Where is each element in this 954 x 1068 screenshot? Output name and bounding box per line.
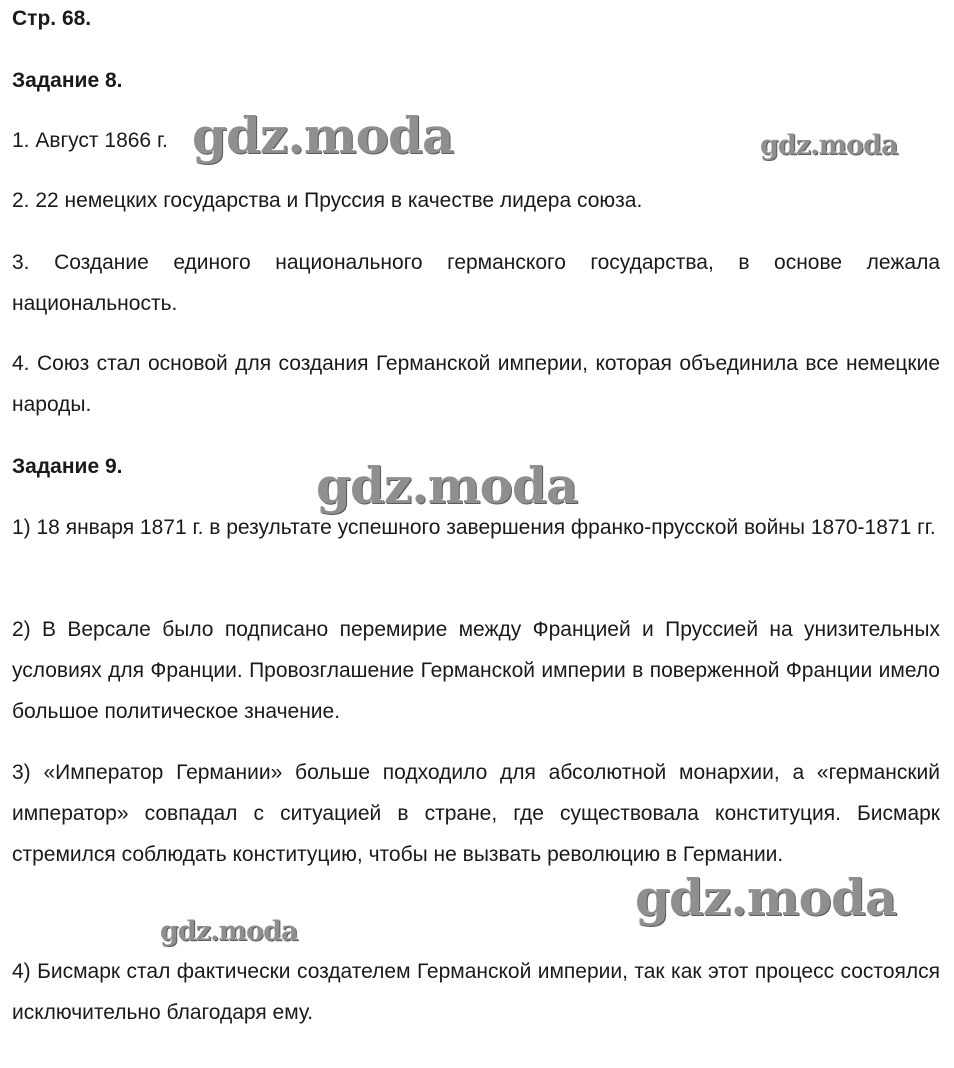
watermark-logo: gdz.moda bbox=[760, 130, 898, 161]
task-9-title: Задание 9. bbox=[12, 455, 123, 478]
task-8-item-3: 3. Создание единого национального германского государства, в основе лежала национальность. bbox=[12, 251, 940, 315]
task-9-item-4: 4) Бисмарк стал фактически создателем Германской империи, так как этот процесс состоялся исключительно благодаря ему. bbox=[12, 960, 940, 1024]
watermark-logo: gdz.moda bbox=[316, 456, 578, 515]
task-9-item-1: 1) 18 января 1871 г. в результате успешного завершения франко-прусской войны 1870-1871 гг. bbox=[12, 516, 936, 539]
watermark-logo: gdz.moda bbox=[635, 868, 897, 927]
page-label: Стр. 68. bbox=[12, 7, 92, 30]
task-8-item-1: 1. Август 1866 г. bbox=[12, 129, 168, 152]
watermark-logo: gdz.moda bbox=[192, 106, 454, 165]
task-9-item-3: 3) «Император Германии» больше подходило для абсолютной монархии, а «германский император» совпадал с ситуацией в стране, где существовала конституция. Бисмарк стремился соблюдать конституцию, чтобы не вызвать революцию в Германии. bbox=[12, 761, 940, 866]
task-8-item-4: 4. Союз стал основой для создания Германской империи, которая объединила все немецкие народы. bbox=[12, 352, 940, 416]
watermark-logo: gdz.moda bbox=[160, 916, 298, 947]
task-8-item-2: 2. 22 немецких государства и Пруссия в качестве лидера союза. bbox=[12, 189, 643, 212]
task-8-title: Задание 8. bbox=[12, 69, 123, 92]
task-9-item-2: 2) В Версале было подписано перемирие между Францией и Пруссией на унизительных условиях для Франции. Провозглашение Германской империи в поверженной Франции имело большое политическое значение. bbox=[12, 618, 940, 723]
